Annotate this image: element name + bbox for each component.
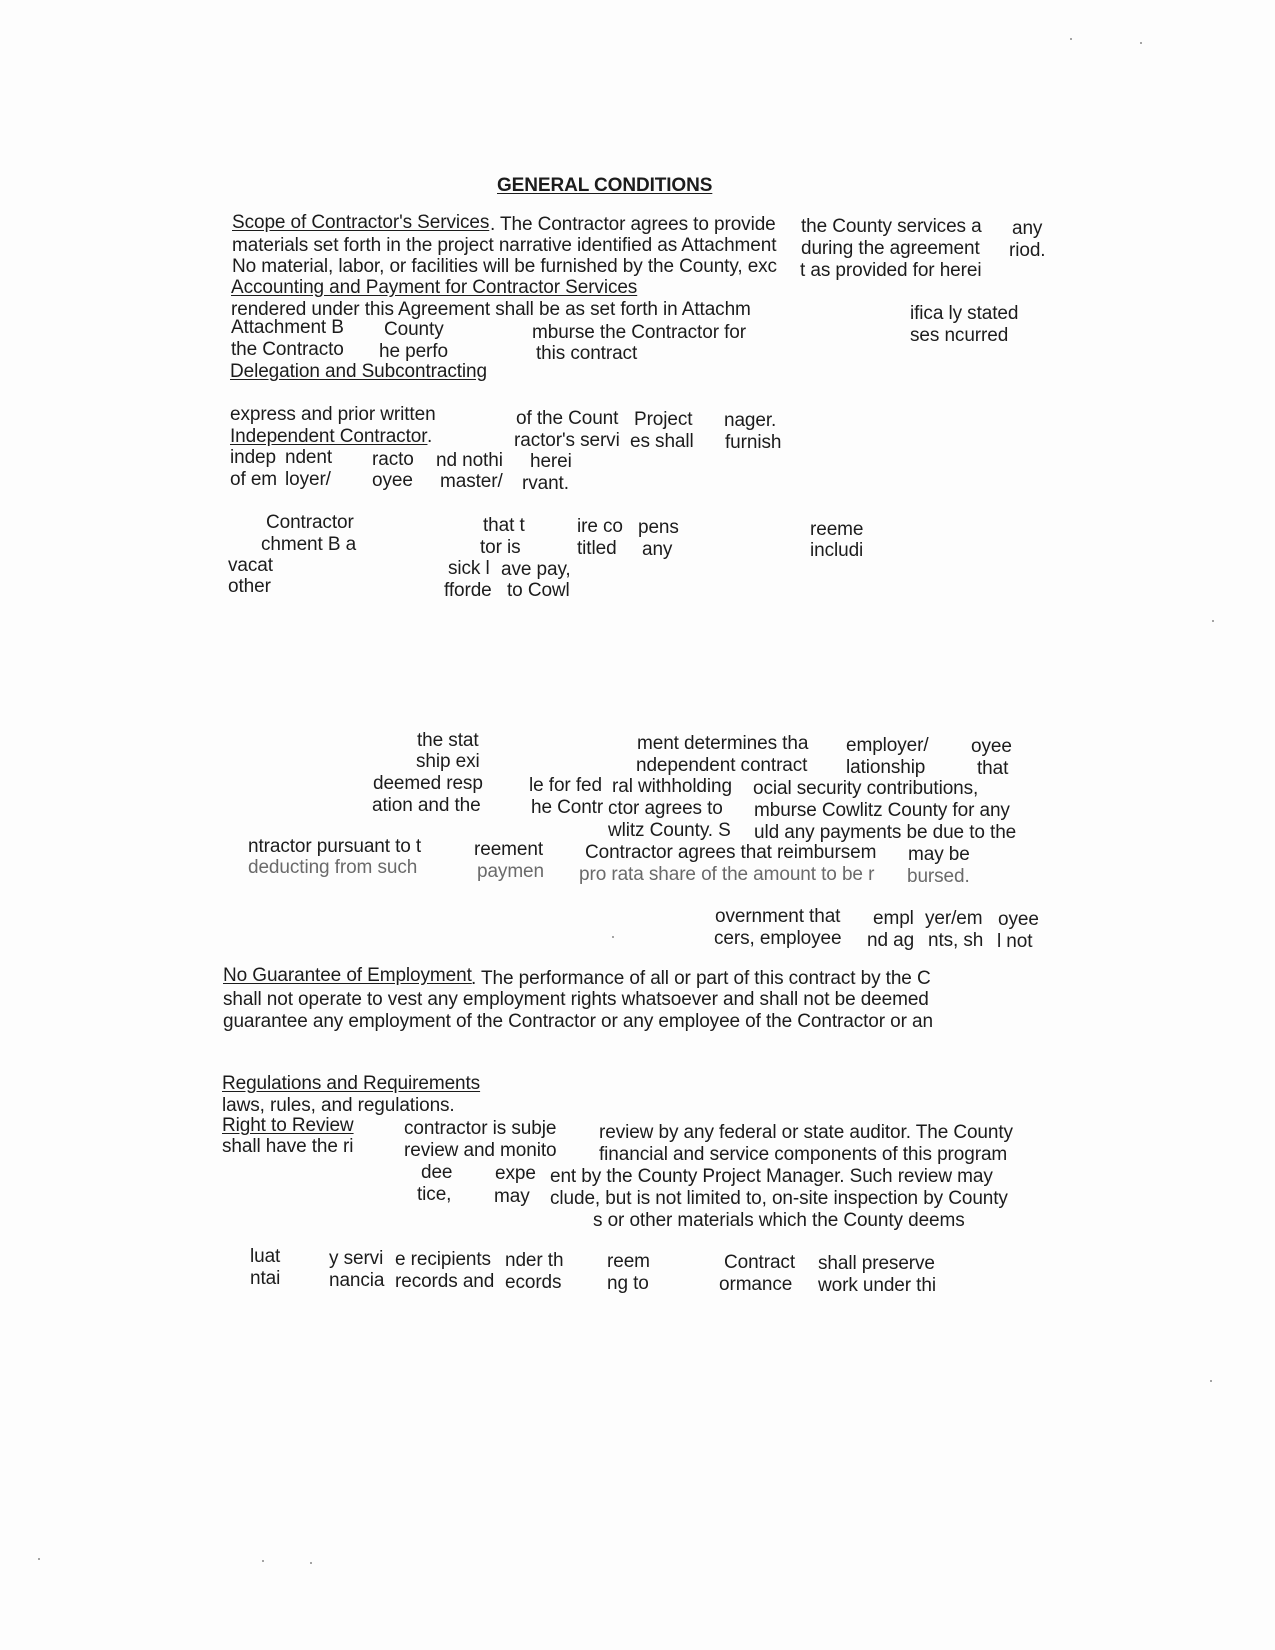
- text-line: tor is: [480, 537, 521, 558]
- text-line: uld any payments be due to the: [754, 822, 1017, 843]
- text-line: any: [642, 539, 673, 560]
- heading-delegation: Delegation and Subcontracting: [230, 361, 487, 382]
- text-line: lationship: [846, 757, 926, 778]
- text-line: to Cowl: [507, 580, 570, 601]
- text-line: loyer/: [285, 469, 331, 490]
- text-line: financial and service components of this program: [599, 1144, 1008, 1165]
- text-line: fforde: [444, 580, 492, 601]
- text-line: other: [228, 576, 271, 597]
- text-line: le for fed: [529, 775, 602, 796]
- text-line: ral withholding: [612, 776, 732, 797]
- text-line: ocial security contributions,: [753, 778, 979, 799]
- text-line: Contractor agrees that reimbursem: [585, 842, 877, 863]
- text-line: . The performance of all or part of this contract by the C: [471, 968, 931, 989]
- text-line: ment determines tha: [637, 733, 809, 754]
- text-line: guarantee any employment of the Contractor or any employee of the Contractor or an: [223, 1011, 933, 1032]
- text-line: County: [384, 319, 444, 340]
- text-line: nager.: [724, 410, 777, 431]
- text-line: rvant.: [522, 473, 569, 494]
- text-line: titled: [577, 538, 617, 559]
- text-line: may be: [908, 844, 970, 865]
- text-line: reeme: [810, 519, 864, 540]
- text-line: oyee: [372, 470, 413, 491]
- text-line: riod.: [1009, 240, 1046, 261]
- text-line: Attachment B: [231, 317, 344, 338]
- text-line: ent by the County Project Manager. Such review may: [550, 1166, 993, 1187]
- text-line: ation and the: [372, 795, 481, 816]
- text-line: ntai: [250, 1268, 281, 1289]
- text-line: ormance: [719, 1274, 793, 1295]
- text-line: ifica ly stated: [910, 303, 1019, 324]
- text-line: pens: [638, 517, 679, 538]
- scan-speck: [1212, 620, 1214, 622]
- text-line: nd ag: [867, 930, 915, 951]
- text-line: Contract: [724, 1252, 796, 1273]
- text-line: any: [1012, 218, 1043, 239]
- text-line: indep: [230, 447, 276, 468]
- text-line: shall have the ri: [222, 1136, 354, 1157]
- text-line: overnment that: [715, 906, 841, 927]
- text-line: l not: [997, 931, 1033, 952]
- scan-speck: [1210, 1380, 1212, 1382]
- text-line: es shall: [630, 431, 694, 452]
- text-line: . The Contractor agrees to provide: [490, 214, 776, 235]
- text-line: shall not operate to vest any employment rights whatsoever and shall not be deemed: [223, 989, 929, 1010]
- text-line: deemed resp: [373, 773, 483, 794]
- text-line: ave pay,: [501, 559, 571, 580]
- scan-speck: [310, 1562, 312, 1564]
- text-line: ndependent contract: [636, 755, 808, 776]
- text-line: review by any federal or state auditor. The County: [599, 1122, 1013, 1143]
- text-line: bursed.: [907, 866, 970, 887]
- text-line: ractor's servi: [514, 430, 620, 451]
- text-line: t as provided for herei: [800, 260, 982, 281]
- heading-regulations: Regulations and Requirements: [222, 1073, 481, 1094]
- text-line: express and prior written: [230, 404, 436, 425]
- text-line: ctor agrees to: [608, 798, 723, 819]
- text-line: luat: [250, 1246, 281, 1267]
- text-line: nd nothi: [436, 450, 503, 471]
- text-line: Contractor: [266, 512, 354, 533]
- text-line: nts, sh: [928, 930, 984, 951]
- text-line: master/: [440, 471, 503, 492]
- text-line: pro rata share of the amount to be r: [579, 864, 875, 885]
- text-line: oyee: [971, 736, 1012, 757]
- text-line: includi: [810, 540, 864, 561]
- text-line: he Contr: [531, 797, 604, 818]
- text-line: ecords: [505, 1272, 562, 1293]
- heading-scope: Scope of Contractor's Services: [232, 212, 490, 233]
- text-line: dee: [421, 1162, 453, 1183]
- text-line: tice,: [417, 1184, 452, 1205]
- text-line: y servi: [329, 1248, 384, 1269]
- text-line: expe: [495, 1163, 536, 1184]
- text-line: ng to: [607, 1273, 649, 1294]
- text-line: reement: [474, 839, 544, 860]
- text-line: oyee: [998, 909, 1039, 930]
- page-title: GENERAL CONDITIONS: [497, 175, 713, 196]
- text-line: racto: [372, 449, 414, 470]
- text-line: sick l: [448, 558, 490, 579]
- text-line: mburse Cowlitz County for any: [754, 800, 1010, 821]
- text-line: may: [494, 1186, 530, 1207]
- text-line: clude, but is not limited to, on-site inspection by County: [550, 1188, 1008, 1209]
- text-line: .: [427, 426, 433, 447]
- text-line: mburse the Contractor for: [532, 322, 746, 343]
- text-line: ship exi: [416, 751, 480, 772]
- text-line: he perfo: [379, 341, 448, 362]
- text-line: review and monito: [404, 1140, 557, 1161]
- text-line: empl: [873, 908, 914, 929]
- text-line: the Contracto: [231, 339, 344, 360]
- text-line: furnish: [725, 432, 782, 453]
- text-line: deducting from such: [248, 857, 418, 878]
- scan-speck: [262, 1560, 264, 1562]
- text-line: nder th: [505, 1250, 564, 1271]
- text-line: the County services a: [801, 216, 982, 237]
- text-line: that t: [483, 515, 525, 536]
- text-line: records and: [395, 1271, 495, 1292]
- text-line: chment B a: [261, 534, 357, 555]
- text-line: reem: [607, 1251, 650, 1272]
- text-line: that: [977, 758, 1009, 779]
- text-line: laws, rules, and regulations.: [222, 1095, 455, 1116]
- text-line: ses ncurred: [910, 325, 1009, 346]
- scan-speck: [38, 1558, 40, 1560]
- text-line: employer/: [846, 735, 929, 756]
- heading-independent-contractor: Independent Contractor: [230, 426, 428, 447]
- text-line: vacat: [228, 555, 273, 576]
- text-line: No material, labor, or facilities will be furnished by the County, exc: [232, 256, 777, 277]
- heading-accounting: Accounting and Payment for Contractor Services: [231, 277, 638, 298]
- text-line: during the agreement: [801, 238, 980, 259]
- text-line: yer/em: [925, 908, 983, 929]
- text-line: shall preserve: [818, 1253, 935, 1274]
- text-line: s or other materials which the County deems: [593, 1210, 965, 1231]
- text-line: the stat: [417, 730, 479, 751]
- text-line: wlitz County. S: [608, 820, 731, 841]
- text-line: nancia: [329, 1270, 385, 1291]
- text-line: paymen: [477, 861, 544, 882]
- scan-speck: [1140, 42, 1142, 44]
- scan-speck: [1070, 38, 1072, 40]
- text-line: this contract: [536, 343, 638, 364]
- text-line: contractor is subje: [404, 1118, 557, 1139]
- text-line: work under thi: [818, 1275, 936, 1296]
- text-line: ire co: [577, 516, 623, 537]
- text-line: of the Count: [516, 408, 619, 429]
- heading-no-guarantee: No Guarantee of Employment: [223, 965, 472, 986]
- text-line: Project: [634, 409, 693, 430]
- text-line: materials set forth in the project narrative identified as Attachment: [232, 235, 777, 256]
- text-line: ndent: [285, 447, 333, 468]
- text-line: rendered under this Agreement shall be as set forth in Attachm: [231, 299, 751, 320]
- text-line: cers, employee: [714, 928, 842, 949]
- heading-right-to-review: Right to Review: [222, 1115, 354, 1136]
- scan-speck: [612, 936, 614, 938]
- text-line: ntractor pursuant to t: [248, 836, 422, 857]
- text-line: of em: [230, 469, 278, 490]
- text-line: herei: [530, 451, 572, 472]
- text-line: e recipients: [395, 1249, 491, 1270]
